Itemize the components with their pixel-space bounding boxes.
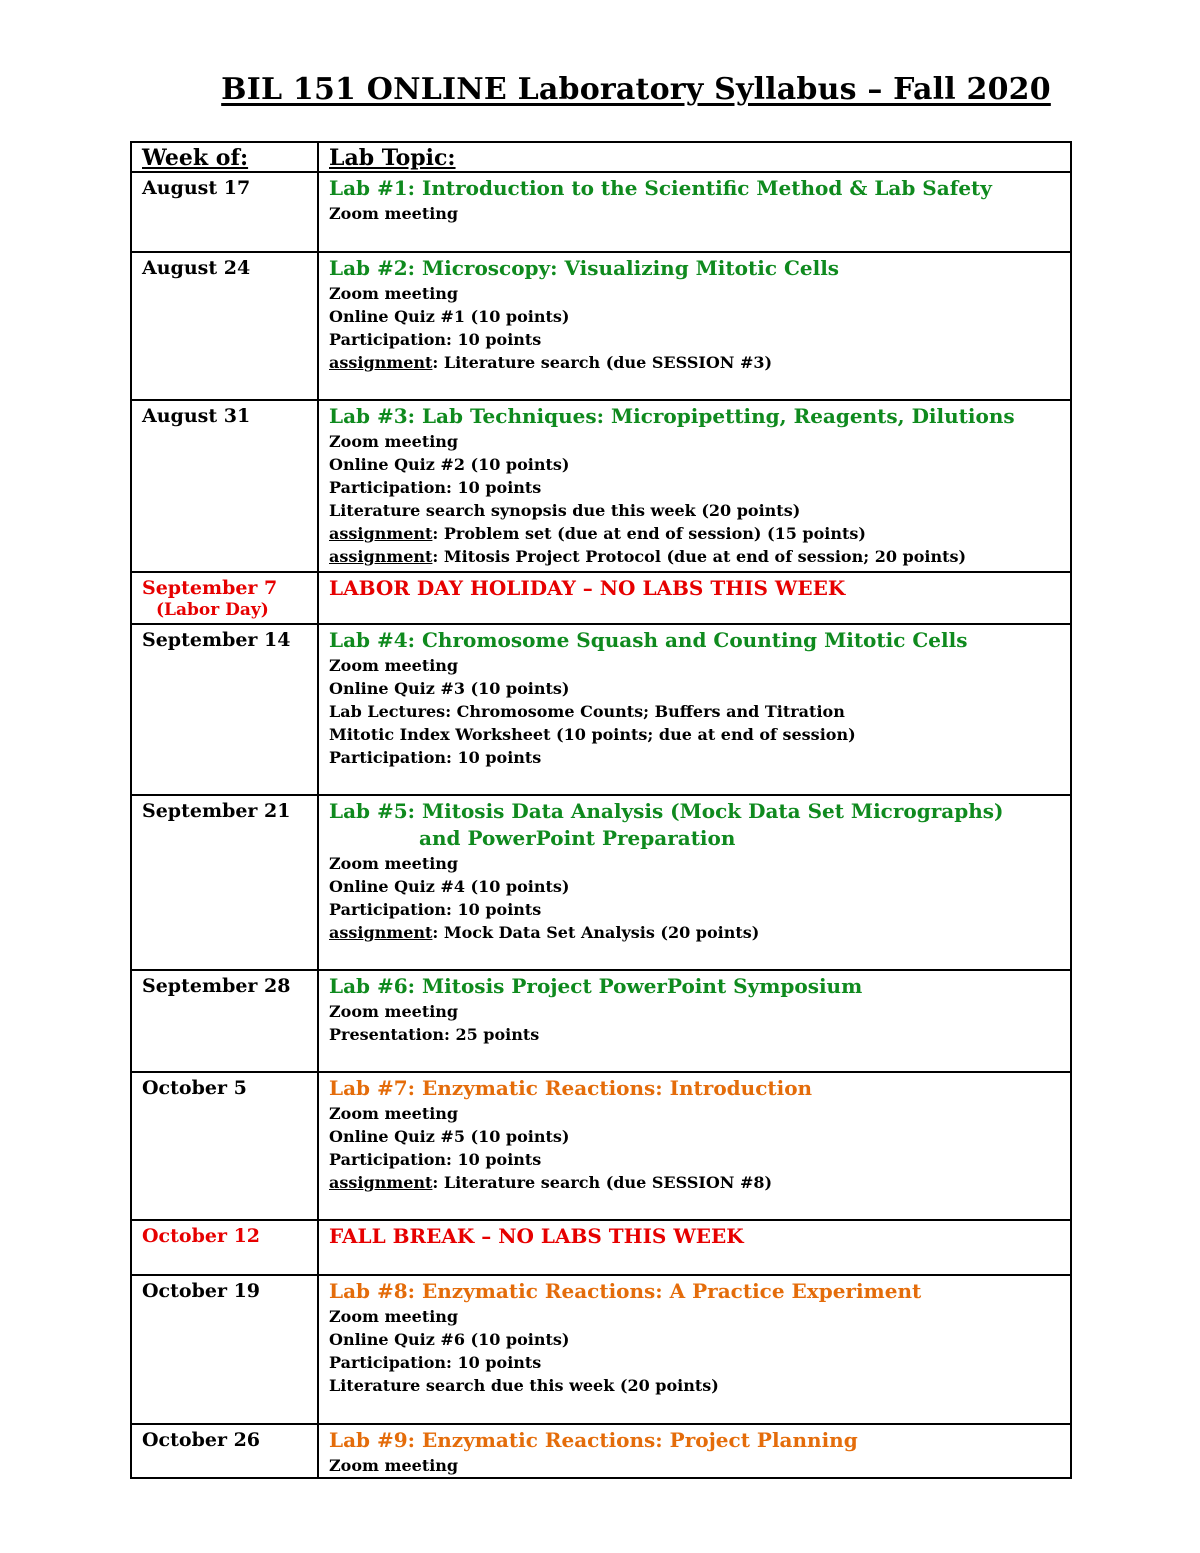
detail-line: Online Quiz #6 (10 points)	[329, 1330, 570, 1349]
detail-line: Zoom meeting	[329, 432, 459, 451]
assignment-line	[329, 351, 1060, 374]
week-cell	[131, 1072, 318, 1220]
detail-line: Zoom meeting	[329, 854, 459, 873]
week-date: October 5	[142, 1077, 247, 1099]
detail-line: Online Quiz #3 (10 points)	[329, 679, 570, 698]
topic-cell	[318, 1275, 1071, 1424]
detail-line: Online Quiz #2 (10 points)	[329, 455, 570, 474]
week-date: September 14	[142, 629, 291, 651]
detail-line: Participation: 10 points	[329, 1150, 542, 1169]
week-cell	[131, 172, 318, 252]
lab-title: Lab #9: Enzymatic Reactions: Project Planning	[329, 1428, 858, 1452]
detail-line: Online Quiz #5 (10 points)	[329, 1127, 570, 1146]
detail-line: Online Quiz #1 (10 points)	[329, 307, 570, 326]
detail-line: Zoom meeting	[329, 656, 459, 675]
holiday-title: LABOR DAY HOLIDAY – NO LABS THIS WEEK	[329, 576, 846, 600]
detail-line: Lab Lectures: Chromosome Counts; Buffers and Titration	[329, 702, 845, 721]
assignment-line	[329, 921, 1060, 944]
assignment-text: : Literature search (due SESSION #3)	[432, 353, 773, 372]
lab-title	[329, 798, 1060, 852]
topic-cell	[318, 1220, 1071, 1275]
detail-line: Participation: 10 points	[329, 478, 542, 497]
lab-title-line2: and PowerPoint Preparation	[419, 826, 736, 850]
week-cell	[131, 795, 318, 970]
assignment-text: : Mock Data Set Analysis (20 points)	[432, 923, 760, 942]
assignment-line	[329, 522, 1060, 545]
topic-cell	[318, 1072, 1071, 1220]
topic-cell	[318, 624, 1071, 795]
assignment-line	[329, 1171, 1060, 1194]
assignment-text: : Mitosis Project Protocol (due at end of session; 20 points)	[432, 547, 967, 566]
syllabus-table	[130, 141, 1072, 1479]
week-date: August 31	[142, 405, 251, 427]
week-date: October 26	[142, 1429, 261, 1451]
detail-line: Zoom meeting	[329, 284, 459, 303]
week-cell	[131, 1220, 318, 1275]
week-column-header: Week of:	[131, 142, 318, 172]
assignment-label: assignment	[329, 353, 433, 372]
lab-title: Lab #7: Enzymatic Reactions: Introduction	[329, 1076, 813, 1100]
week-date: September 7	[142, 577, 278, 599]
detail-line: Zoom meeting	[329, 1456, 459, 1475]
topic-cell	[318, 1424, 1071, 1478]
holiday-title: FALL BREAK – NO LABS THIS WEEK	[329, 1224, 744, 1248]
table-row	[131, 970, 1071, 1072]
lab-title: Lab #1: Introduction to the Scientific Method & Lab Safety	[329, 176, 992, 200]
week-date: August 24	[142, 257, 251, 279]
assignment-line	[329, 545, 1060, 568]
detail-line: Literature search due this week (20 points)	[329, 1376, 719, 1395]
week-cell	[131, 624, 318, 795]
assignment-label: assignment	[329, 923, 433, 942]
table-row	[131, 1220, 1071, 1275]
topic-cell	[318, 400, 1071, 572]
assignment-text: : Literature search (due SESSION #8)	[432, 1173, 773, 1192]
week-cell	[131, 1275, 318, 1424]
detail-line: Zoom meeting	[329, 1307, 459, 1326]
assignment-label: assignment	[329, 524, 433, 543]
week-cell	[131, 252, 318, 400]
table-row	[131, 172, 1071, 252]
topic-cell	[318, 795, 1071, 970]
detail-line: Zoom meeting	[329, 1104, 459, 1123]
lab-title: Lab #4: Chromosome Squash and Counting Mitotic Cells	[329, 628, 968, 652]
table-row	[131, 400, 1071, 572]
table-row	[131, 1424, 1071, 1478]
week-cell	[131, 970, 318, 1072]
table-row	[131, 1072, 1071, 1220]
lab-title: Lab #3: Lab Techniques: Micropipetting, Reagents, Dilutions	[329, 404, 1015, 428]
topic-cell	[318, 252, 1071, 400]
week-cell	[131, 400, 318, 572]
detail-line: Participation: 10 points	[329, 330, 542, 349]
week-date: October 12	[142, 1225, 261, 1247]
assignment-label: assignment	[329, 547, 433, 566]
week-cell	[131, 1424, 318, 1478]
topic-column-header: Lab Topic:	[318, 142, 1071, 172]
lab-title: Lab #6: Mitosis Project PowerPoint Symposium	[329, 974, 863, 998]
table-row	[131, 624, 1071, 795]
detail-line: Participation: 10 points	[329, 748, 542, 767]
table-header-row	[131, 142, 1071, 172]
week-cell	[131, 572, 318, 624]
week-date: September 21	[142, 800, 291, 822]
detail-line: Literature search synopsis due this week (20 points)	[329, 501, 801, 520]
table-row	[131, 572, 1071, 624]
topic-cell	[318, 572, 1071, 624]
detail-line: Zoom meeting	[329, 1002, 459, 1021]
lab-title: Lab #2: Microscopy: Visualizing Mitotic Cells	[329, 256, 840, 280]
holiday-note: (Labor Day)	[156, 600, 269, 620]
detail-line: Mitotic Index Worksheet (10 points; due at end of session)	[329, 725, 856, 744]
detail-line: Presentation: 25 points	[329, 1025, 540, 1044]
table-row	[131, 795, 1071, 970]
assignment-label: assignment	[329, 1173, 433, 1192]
detail-line: Participation: 10 points	[329, 1353, 542, 1372]
detail-line: Online Quiz #4 (10 points)	[329, 877, 570, 896]
topic-cell	[318, 970, 1071, 1072]
assignment-text: : Problem set (due at end of session) (15 points)	[432, 524, 866, 543]
detail-line: Participation: 10 points	[329, 900, 542, 919]
week-date: August 17	[142, 177, 251, 199]
week-date: October 19	[142, 1280, 261, 1302]
lab-title-line1: Lab #5: Mitosis Data Analysis (Mock Data Set Micrographs)	[329, 799, 1004, 823]
table-row	[131, 1275, 1071, 1424]
page-title: BIL 151 ONLINE Laboratory Syllabus – Fall 2020	[221, 72, 1051, 107]
topic-cell	[318, 172, 1071, 252]
lab-title: Lab #8: Enzymatic Reactions: A Practice Experiment	[329, 1279, 922, 1303]
week-date: September 28	[142, 975, 291, 997]
detail-line: Zoom meeting	[329, 204, 459, 223]
table-row	[131, 252, 1071, 400]
